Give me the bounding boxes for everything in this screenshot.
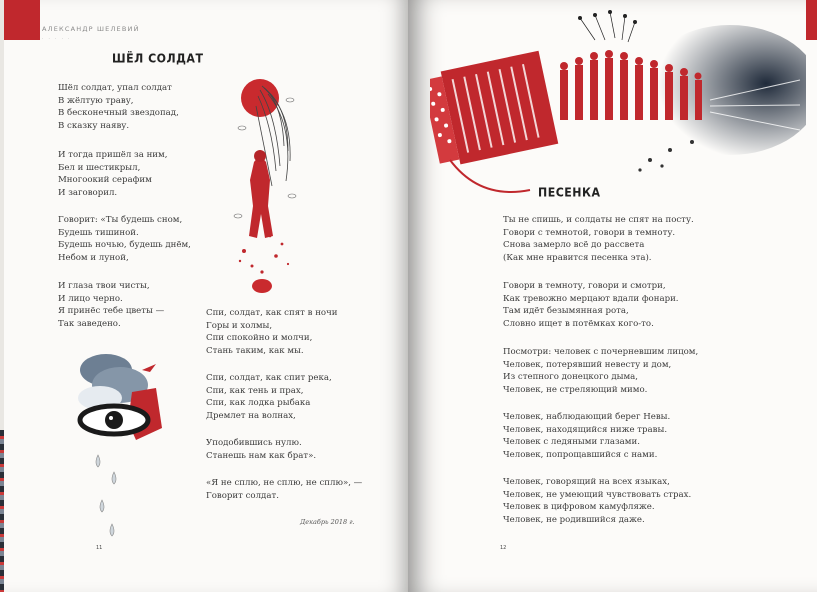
poem-line: В жёлтую траву, xyxy=(58,95,134,106)
eye-cloud-illustration xyxy=(70,340,170,540)
poem-line: Человек, не родившийся даже. xyxy=(503,515,645,526)
poem-line: Как тревожно мерцают вдали фонари. xyxy=(503,293,679,304)
poem-line: Горы и холмы, xyxy=(206,320,273,331)
poem-line: И лицо черно. xyxy=(58,293,123,304)
left-stanza-6 xyxy=(206,372,332,423)
left-stanza-1 xyxy=(58,82,179,133)
poem-line: Ты не спишь, и солдаты не спят на посту. xyxy=(503,215,694,225)
poem-line: Человек в цифровом камуфляже. xyxy=(503,502,655,513)
poem-line: Человек, находящийся ниже травы. xyxy=(503,424,668,435)
poem-line: Шёл солдат, упал солдат xyxy=(58,83,172,93)
running-header-author: АЛЕКСАНДР ШЕЛЕВИЙ xyxy=(42,25,140,33)
right-stanza-4 xyxy=(503,411,670,462)
poem-line: Человек, попрощавшийся с нами. xyxy=(503,450,658,461)
poem-line: В сказку наяву. xyxy=(58,121,130,132)
poem-line: Будешь тишиной. xyxy=(58,227,139,238)
poem-line: Говорит: «Ты будешь сном, xyxy=(58,215,183,225)
poem-line: Снова замерло всё до рассвета xyxy=(503,240,645,251)
poem-line: Говори с темнотой, говори в темноту. xyxy=(503,227,676,238)
red-corner-tab-right xyxy=(806,0,817,40)
red-corner-tab-left xyxy=(4,0,40,40)
poem-line: Бел и шестикрыл, xyxy=(58,162,141,173)
left-stanza-4 xyxy=(58,280,164,331)
running-header-ornament: · · · · · xyxy=(42,36,72,41)
poem-line: Дремлет на волнах, xyxy=(206,411,296,422)
poem-line: Из степного донецкого дыма, xyxy=(503,372,639,383)
poem-line: Говори в темноту, говори и смотри, xyxy=(503,281,666,291)
poem-line: Спи спокойно и молчи, xyxy=(206,333,313,344)
poem-line: Так заведено. xyxy=(58,319,121,330)
page-number-right: 12 xyxy=(500,545,507,551)
poem-line: Небом и луной, xyxy=(58,253,129,264)
right-stanza-3 xyxy=(503,346,698,397)
poem-line: И глаза твои чисты, xyxy=(58,281,150,291)
poem-line: Человек, потерявший невесту и дом, xyxy=(503,359,672,370)
poem-date: Декабрь 2018 г. xyxy=(300,518,355,526)
poem-line: Человек, говорящий на всех языках, xyxy=(503,477,670,487)
poem-line: Посмотри: человек с почерневшим лицом, xyxy=(503,347,699,357)
poem-line: Я принёс тебе цветы — xyxy=(58,306,165,317)
right-stanza-2 xyxy=(503,280,679,331)
page-number-left: 11 xyxy=(96,545,103,551)
left-stanza-5 xyxy=(206,307,338,358)
right-stanza-1 xyxy=(503,214,694,265)
left-stanza-3 xyxy=(58,214,191,265)
poem-line: Говорит солдат. xyxy=(206,490,279,501)
poem-line: Многоокий серафим xyxy=(58,175,152,186)
poem-line: Спи, как лодка рыбака xyxy=(206,398,311,409)
poem-line: Спи, как тень и прах, xyxy=(206,385,304,396)
poem-line: Станешь нам как брат». xyxy=(206,450,317,461)
poem-line: Спи, солдат, как спят в ночи xyxy=(206,308,338,318)
poem-line: Человек, наблюдающий берег Невы. xyxy=(503,412,671,422)
poem-line: Человек с ледяными глазами. xyxy=(503,437,640,448)
left-stanza-7 xyxy=(206,437,316,462)
poem-line: Спи, солдат, как спит река, xyxy=(206,373,332,383)
left-poem-title: ШЁЛ СОЛДАТ xyxy=(112,51,204,66)
poem-line: Будешь ночью, будешь днём, xyxy=(58,240,191,251)
poem-line: «Я не сплю, не сплю, не сплю», — xyxy=(206,478,363,488)
left-stanza-2 xyxy=(58,149,167,200)
accordion-choir-illustration xyxy=(430,10,806,210)
poem-line: Уподобившись нулю. xyxy=(206,438,302,448)
poem-line: И тогда пришёл за ним, xyxy=(58,150,168,160)
left-stanza-8 xyxy=(206,477,362,502)
right-poem-title: ПЕСЕНКА xyxy=(538,185,601,200)
poem-line: И заговорил. xyxy=(58,188,118,199)
right-stanza-5 xyxy=(503,476,691,527)
poem-line: Словно ищет в потёмках кого-то. xyxy=(503,319,654,330)
poem-line: Человек, не стреляющий мимо. xyxy=(503,385,648,396)
poem-line: В бесконечный звездопад, xyxy=(58,108,179,119)
poem-line: Человек, не умеющий чувствовать страх. xyxy=(503,489,692,500)
poem-line: (Как мне нравится песенка эта). xyxy=(503,253,652,264)
poem-line: Стань таким, как мы. xyxy=(206,346,304,357)
poem-line: Там идёт безымянная рота, xyxy=(503,306,629,317)
angel-soldier-illustration xyxy=(232,76,302,298)
